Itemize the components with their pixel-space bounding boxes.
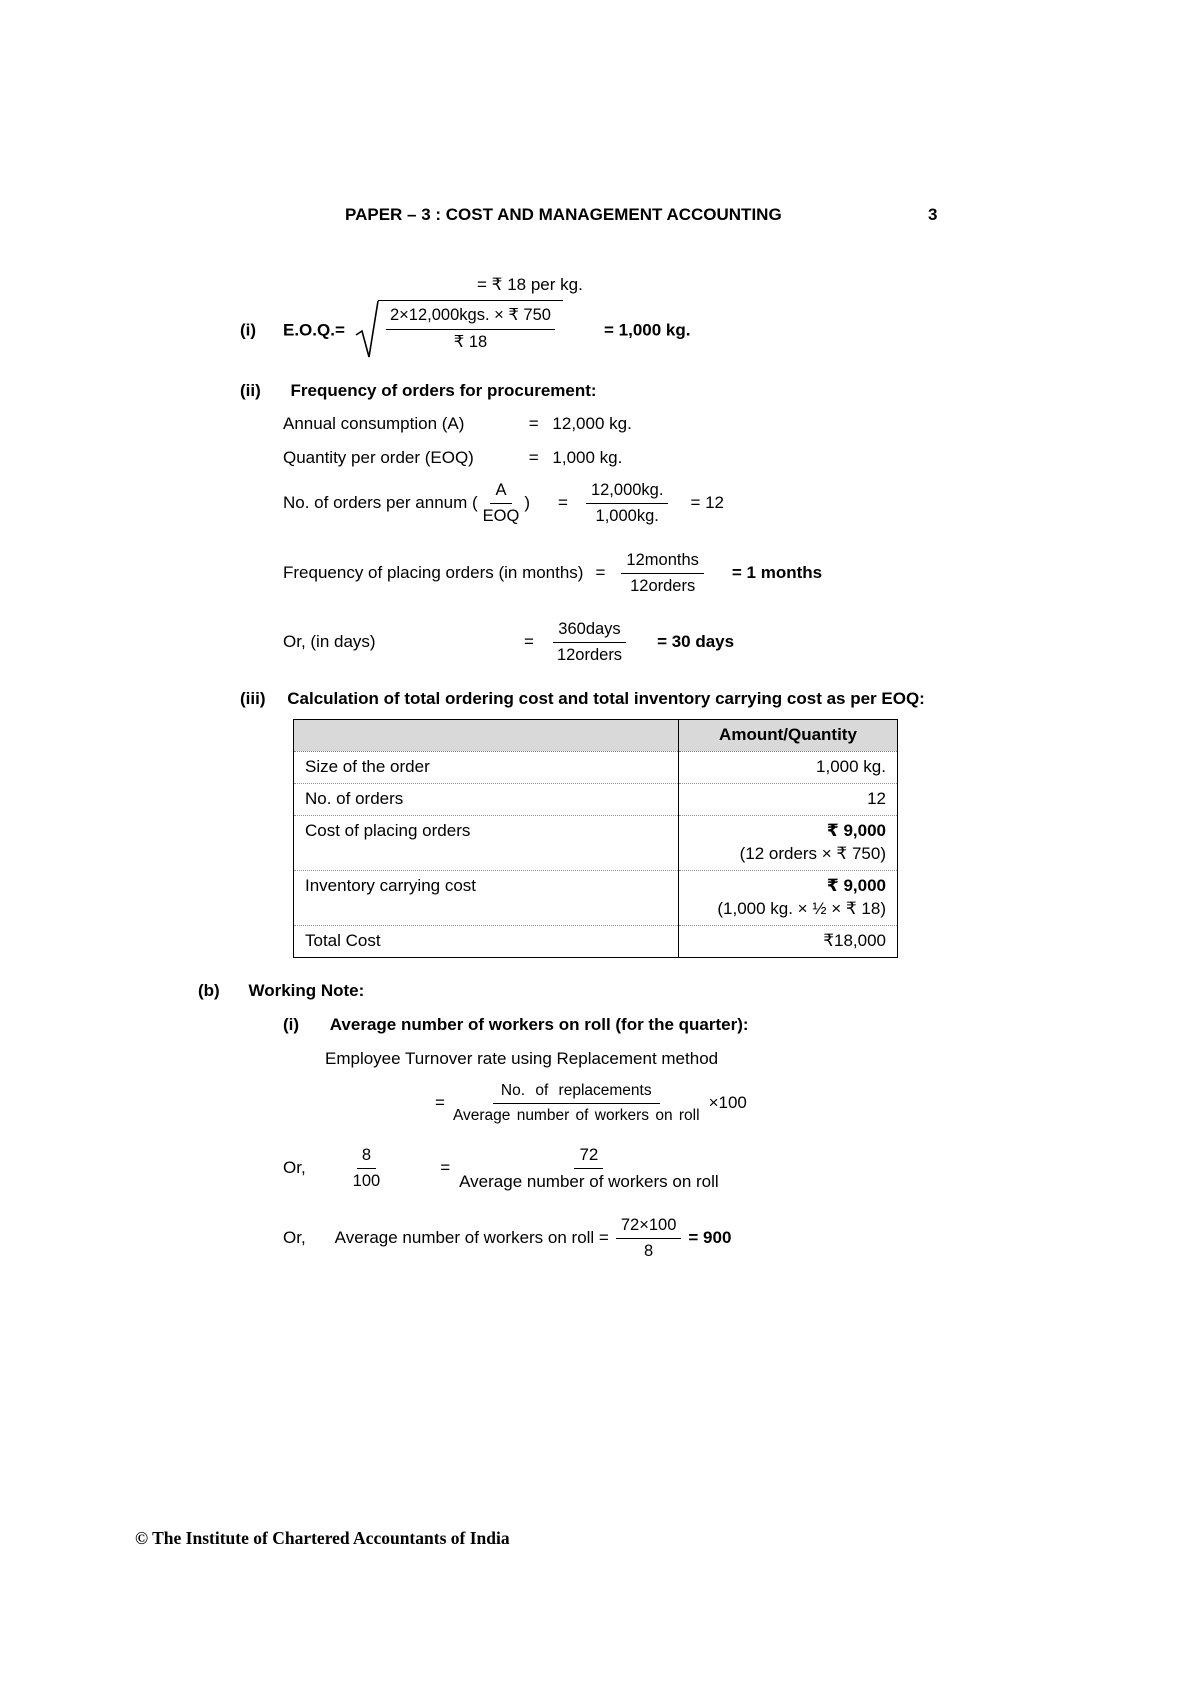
row-label: Frequency of placing orders (in months) <box>283 563 584 583</box>
equals-sign: = <box>524 632 534 652</box>
table-row <box>294 751 898 783</box>
row-note: (12 orders × ₹ 750) <box>739 843 886 863</box>
replacements-fraction <box>448 1081 705 1126</box>
item-index-ii: (ii) <box>240 381 261 400</box>
row-label: Annual consumption (A) <box>283 414 465 433</box>
frequency-section-heading <box>240 380 597 401</box>
row-note: (1,000 kg. × ½ × ₹ 18) <box>717 898 886 918</box>
row-value: 1,000 kg. <box>552 448 623 467</box>
eoq-cost-table <box>293 719 898 958</box>
sqrt-radicand <box>378 300 563 352</box>
consumption-over-eoq-fraction <box>586 480 668 526</box>
turnover-solve-row <box>283 1140 724 1196</box>
calculation-section-heading <box>240 688 925 709</box>
row-value-cell: ₹18,000 <box>679 925 898 957</box>
equals-sign: = <box>435 1093 445 1113</box>
table-row <box>294 783 898 815</box>
fraction-numerator: 8 <box>357 1145 376 1169</box>
table-row <box>294 870 898 925</box>
avg-workers-heading <box>283 1014 749 1035</box>
table-header-row <box>294 720 898 752</box>
avg-workers-title: Average number of workers on roll (for the quarter): <box>329 1015 749 1034</box>
page-number: 3 <box>928 205 938 224</box>
row-label: Quantity per order (EOQ) <box>283 448 474 467</box>
frequency-months-row <box>283 546 822 600</box>
equals-sign: = <box>528 414 539 433</box>
table-header-amount-quantity: Amount/Quantity <box>679 720 898 752</box>
annual-consumption-row <box>283 413 632 434</box>
fraction-denominator: Average number of workers on roll <box>452 1107 700 1124</box>
fraction-denominator: 1,000kg. <box>595 506 659 525</box>
months-result: = 1 months <box>731 563 823 583</box>
sqrt-fraction <box>386 304 555 352</box>
or-label: Or, <box>283 1228 306 1248</box>
equals-sign: = <box>528 448 539 467</box>
page-title: PAPER – 3 : COST AND MANAGEMENT ACCOUNTING <box>345 205 782 224</box>
table-row <box>294 815 898 870</box>
item-index-iii: (iii) <box>240 689 266 708</box>
avg-workers-result-row <box>283 1212 731 1264</box>
fraction-denominator: 100 <box>352 1171 381 1190</box>
orders-per-annum-prefix: No. of orders per annum ( <box>283 493 478 513</box>
item-index-b: (b) <box>198 981 220 1000</box>
row-label-cell: Total Cost <box>294 925 679 957</box>
orders-per-annum-result: = 12 <box>690 493 724 513</box>
per-kg-line: = ₹ 18 per kg. <box>477 275 583 294</box>
row-label-cell: Cost of placing orders <box>294 815 679 870</box>
fraction-denominator: 8 <box>644 1241 654 1260</box>
item-index-i-sub: (i) <box>283 1015 300 1034</box>
copyright-footer: © The Institute of Chartered Accountants of India <box>135 1528 510 1548</box>
row-value: 12,000 kg. <box>552 414 632 433</box>
row-label-cell: No. of orders <box>294 783 679 815</box>
equals-sign: = <box>595 563 606 583</box>
working-note-heading <box>198 980 364 1001</box>
fraction-denominator: 12orders <box>556 645 623 664</box>
quantity-per-order-row <box>283 447 622 468</box>
frequency-title: Frequency of orders for procurement: <box>290 381 597 400</box>
equals-sign: = <box>558 493 568 513</box>
row-value-cell: 1,000 kg. <box>816 756 886 776</box>
fraction-denominator: Average number of workers on roll <box>459 1171 719 1191</box>
times-hundred: ×100 <box>708 1093 747 1113</box>
table-row <box>294 925 898 957</box>
row-value-cell: 12 <box>679 783 898 815</box>
result-label: Average number of workers on roll = <box>334 1228 609 1248</box>
row-value: ₹ 9,000 <box>826 875 886 895</box>
result-fraction <box>616 1215 682 1261</box>
row-value: ₹ 9,000 <box>826 820 886 840</box>
row-label-cell: Size of the order <box>294 751 679 783</box>
fraction-numerator: No. of replacements <box>493 1081 660 1104</box>
fraction-denominator: ₹ 18 <box>453 332 488 351</box>
row-value-cell <box>679 815 898 870</box>
fraction-numerator: 360days <box>553 619 625 643</box>
eoq-label: E.O.Q.= <box>283 320 345 340</box>
eight-over-hundred-fraction <box>348 1145 386 1191</box>
fraction-numerator: 12,000kg. <box>586 480 668 504</box>
row-label: Or, (in days) <box>283 632 376 652</box>
item-index-i: (i) <box>240 320 257 340</box>
orders-per-annum-suffix: ) <box>524 493 531 513</box>
orders-per-annum-row <box>283 477 724 529</box>
turnover-formula-row <box>435 1077 747 1129</box>
fraction-denominator: EOQ <box>482 506 520 525</box>
fraction-numerator: 72 <box>574 1144 603 1168</box>
radical-sign-icon <box>355 300 379 360</box>
fraction-numerator: 2×12,000kgs. × ₹ 750 <box>386 304 555 330</box>
days-result: = 30 days <box>657 632 735 652</box>
frequency-days-row <box>283 615 734 669</box>
seventytwo-over-avg-fraction <box>454 1144 724 1192</box>
final-result: = 900 <box>688 1228 732 1248</box>
fraction-numerator: 72×100 <box>616 1215 682 1239</box>
row-label-cell: Inventory carrying cost <box>294 870 679 925</box>
or-label: Or, <box>283 1158 306 1178</box>
fraction-numerator: 12months <box>621 550 703 574</box>
working-note-title: Working Note: <box>248 981 365 1000</box>
row-value-cell <box>679 870 898 925</box>
eoq-sqrt-expression <box>355 300 563 360</box>
eoq-equation-row <box>240 298 860 362</box>
eoq-result: = 1,000 kg. <box>604 320 691 340</box>
days-fraction <box>552 619 627 665</box>
months-fraction <box>621 550 703 596</box>
fraction-numerator: A <box>490 480 511 504</box>
calculation-title: Calculation of total ordering cost and total inventory carrying cost as per EOQ: <box>287 689 925 708</box>
a-over-eoq-fraction <box>478 480 525 526</box>
equals-sign: = <box>440 1158 451 1178</box>
fraction-denominator: 12orders <box>630 576 696 595</box>
table-header-empty-cell <box>294 720 679 752</box>
turnover-method-line: Employee Turnover rate using Replacement method <box>325 1049 719 1068</box>
